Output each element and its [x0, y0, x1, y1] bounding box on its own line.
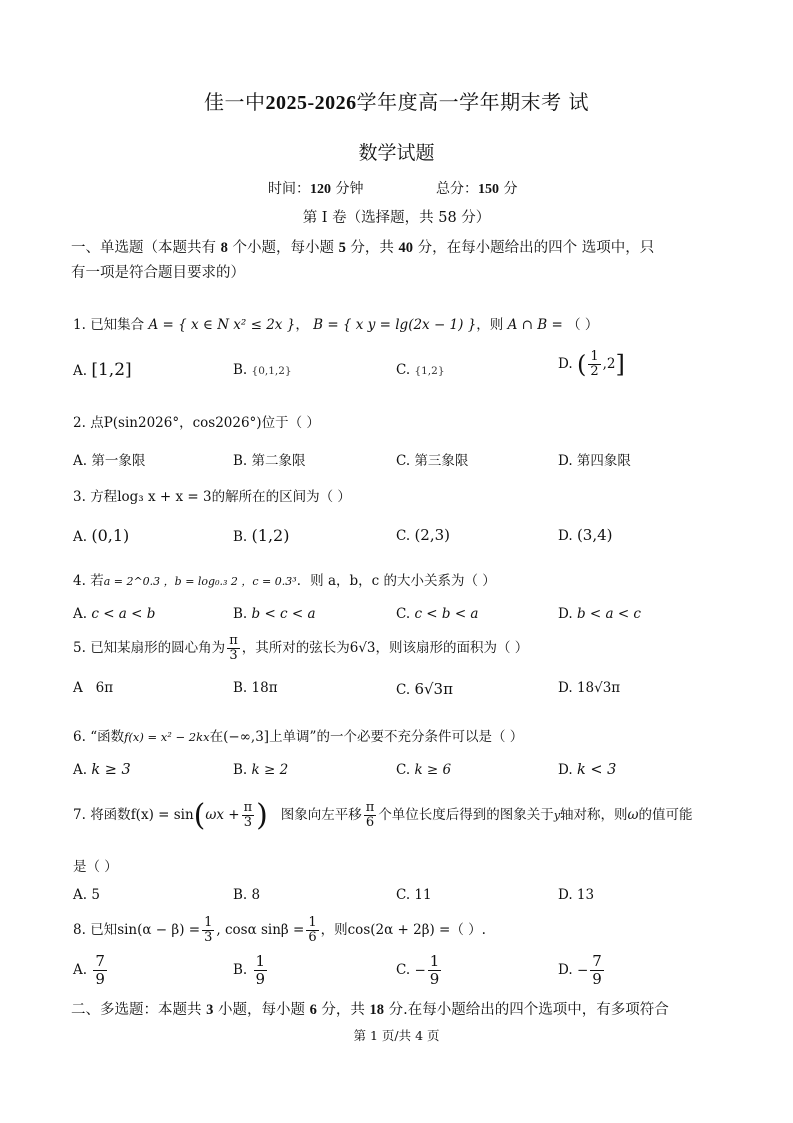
q1-option-b[interactable]: B. {0,1,2} — [233, 362, 292, 378]
section-multiple-choice-heading: 二、多选题：本题共 3 小题，每小题 6 分，共 18 分.在每小题给出的四个选项中，有多项符合 — [71, 1002, 669, 1018]
page-number: 第 1 页/共 4 页 — [353, 1028, 440, 1043]
exam-subtitle: 数学试题 — [358, 142, 435, 164]
question-5: 5. 已知某扇形的圆心角为 $\frac{\pi}{3}$ ，其所对的弦长为6√3，则该扇形的面积为（ ） — [73, 633, 529, 663]
q8-option-b[interactable]: B. $\frac{1}{9}$ — [233, 952, 266, 988]
q6-option-c[interactable]: C. k ≥ 6 — [396, 762, 452, 778]
q1-option-a[interactable]: A. [1,2] — [73, 360, 132, 380]
question-4: 4. 若a = 2^0.3 ，b = log₀.₃ 2 ，c = 0.3³．则 a，b，c 的大小关系为（ ） — [73, 573, 496, 589]
fraction-pi-over-6: $\frac{\pi}{6}$ — [365, 800, 375, 830]
section-single-choice-heading: 一、单选题（本题共有 8 个小题，每小题 5 分，共 40 分，在每小题给出的四个 选项中，只 有一项是符合题目要求的） — [71, 240, 655, 281]
q2-option-b[interactable]: B. 第二象限 — [233, 453, 306, 469]
exam-total-score: 总分：150 分 — [436, 181, 518, 197]
q6-option-d[interactable]: D. k < 3 — [558, 762, 617, 778]
fraction-pi-over-3: $\frac{\pi}{3}$ — [243, 800, 253, 830]
q4-option-b[interactable]: B. b < c < a — [233, 606, 316, 622]
q2-option-c[interactable]: C. 第三象限 — [396, 453, 469, 469]
q3-option-b[interactable]: B. (1,2) — [233, 526, 290, 545]
question-8: 8. 已知sin(α − β) = $\frac{1}{3}$ , cosα sinβ = $\frac{1}{6}$ ，则cos(2α + 2β) =（ ）. — [73, 915, 486, 945]
fraction-one-third: $\frac{1}{3}$ — [204, 915, 213, 945]
q8-option-d[interactable]: D. − $\frac{7}{9}$ — [558, 952, 602, 988]
question-7: 7. 将函数f(x) = sin(ωx + $\frac{\pi}{3}$ ) 图象向左平移 $\frac{\pi}{6}$ 个单位长度后得到的图象关于y轴对称，则ω的值可能 — [73, 798, 693, 833]
q4-option-d[interactable]: D. b < a < c — [558, 606, 641, 622]
q1-option-d[interactable]: D. ( $\frac{1}{2}$ ,2] — [558, 349, 625, 379]
question-6: 6. “函数f(x) = x² − 2kx在(−∞,3]上单调”的一个必要不充分条件可以是（ ） — [73, 729, 524, 745]
q5-option-b[interactable]: B. 18π — [233, 680, 278, 696]
q2-option-a[interactable]: A. 第一象限 — [73, 453, 146, 469]
q6-option-a[interactable]: A. k ≥ 3 — [73, 762, 131, 778]
fraction-one-half: $\frac{1}{2}$ — [590, 349, 599, 379]
question-7-line2: 是（ ） — [73, 859, 118, 875]
q7-option-a[interactable]: A. 5 — [73, 887, 100, 903]
q6-option-b[interactable]: B. k ≥ 2 — [233, 762, 289, 778]
q5-option-d[interactable]: D. 18√3π — [558, 680, 621, 696]
exam-title: 佳一中2025-2026学年度高一学年期末考 试 — [203, 90, 590, 114]
q4-option-a[interactable]: A. c < a < b — [73, 606, 156, 622]
q3-option-c[interactable]: C. (2,3) — [396, 526, 450, 544]
q7-option-c[interactable]: C. 11 — [396, 887, 432, 903]
q7-option-b[interactable]: B. 8 — [233, 887, 261, 903]
question-2: 2. 点P(sin2026°，cos2026°)位于（ ） — [73, 415, 320, 431]
q8-option-c[interactable]: C. − $\frac{1}{9}$ — [396, 952, 440, 988]
question-3: 3. 方程log₃ x + x = 3的解所在的区间为（ ） — [73, 489, 351, 505]
q1-option-c[interactable]: C. {1,2} — [396, 362, 445, 378]
q2-option-d[interactable]: D. 第四象限 — [558, 453, 631, 469]
fraction-one-sixth: $\frac{1}{6}$ — [308, 915, 317, 945]
q3-option-d[interactable]: D. (3,4) — [558, 526, 613, 544]
q4-option-c[interactable]: C. c < b < a — [396, 606, 479, 622]
q7-option-d[interactable]: D. 13 — [558, 887, 595, 903]
q5-option-c[interactable]: C. 6√3π — [396, 680, 453, 698]
question-1: 1. 已知集合 A = { x ∈ N x² ≤ 2x }， B = { x y = lg(2x − 1) }，则 A ∩ B = （ ） — [73, 317, 599, 333]
fraction-pi-over-3: $\frac{\pi}{3}$ — [229, 633, 238, 663]
q5-option-a[interactable]: A 6π — [73, 680, 114, 696]
q8-option-a[interactable]: A. $\frac{7}{9}$ — [73, 952, 105, 988]
volume-heading: 第 I 卷（选择题，共 58 分） — [302, 210, 491, 226]
q3-option-a[interactable]: A. (0,1) — [73, 526, 130, 545]
exam-time: 时间：120 分钟 — [268, 181, 364, 197]
